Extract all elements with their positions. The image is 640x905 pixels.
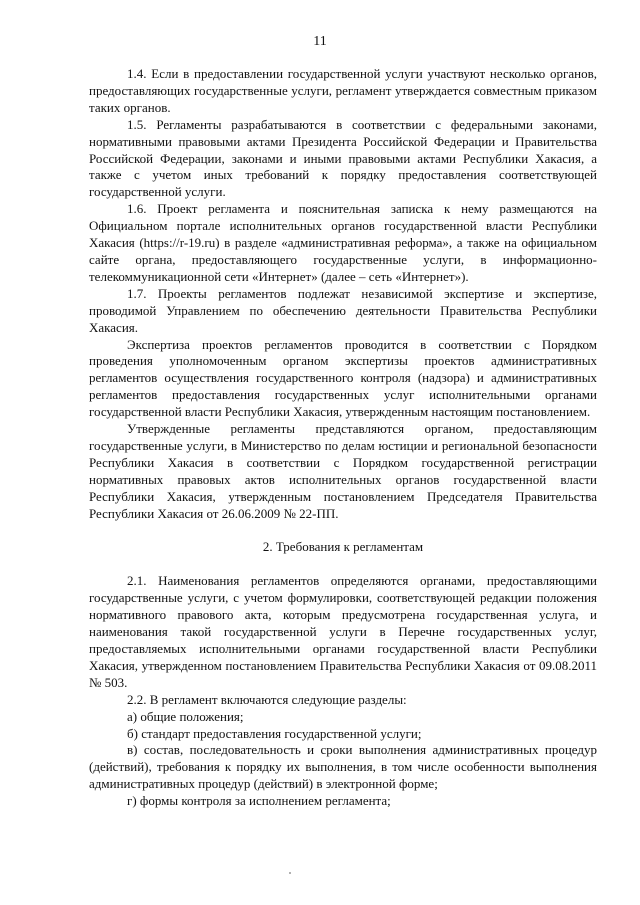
list-item-b: б) стандарт предоставления государственной услуги; (127, 725, 422, 741)
list-item-a: а) общие положения; (127, 708, 244, 724)
paragraph-approved-regulations: Утвержденные регламенты представляются органом, предоставляющим государственные услуги, в Министерство по делам юстиции и региональной безопасности Республики Хакасия в соответствии с Порядком государственной регистрации нормативных правовых актов исполнительных органов государственной власти Республики Хакасия, утвержденным постановлением Председателя Правительства Республики Хакасия от 26.06.2009 № 22-ПП. (89, 421, 597, 521)
section-2-title: 2. Требования к регламентам (262, 539, 424, 555)
paragraph-2-2: 2.2. В регламент включаются следующие разделы: (127, 691, 407, 707)
paragraph-1-5: 1.5. Регламенты разрабатываются в соответствии с федеральными законами, нормативными правовыми актами Президента Российской Федерации и Правительства Российской Федерации, законами и иными правовыми актами Республики Хакасия, а также с учетом иных требований к порядку предоставления соответствующей государственной услуги. (89, 116, 597, 200)
document-body (89, 66, 597, 810)
paragraph-2-1: 2.1. Наименования регламентов определяются органами, предоставляющими государственные услуги, с учетом формулировки, соответствующей редакции положения нормативного правового акта, которым предусмотрена государственная услуга, и наименования такой государственной услуги в Перечне государственных услуг, предоставляемых исполнительными органами государственной власти Республики Хакасия, утвержденном постановлением Правительства Республики Хакасия от 09.08.2011 № 503. (89, 573, 597, 690)
list-item-g: г) формы контроля за исполнением регламента; (127, 793, 391, 809)
paragraph-1-6: 1.6. Проект регламента и пояснительная записка к нему размещаются на Официальном портале исполнительных органов государственной власти Республики Хакасия (https://r-19.ru) в разделе «административная реформа», а также на официальном сайте органа, предоставляющего государственные услуги, в информационно-телекоммуникационной сети «Интернет» (далее – сеть «Интернет»). (89, 201, 597, 284)
paragraph-expertise: Экспертиза проектов регламентов проводится в соответствии с Порядком проведения уполномоченным органом экспертизы проектов административных регламентов осуществления государственного контроля (надзора) и административных регламентов предоставления государственных услуг исполнительными органами государственной власти Республики Хакасия, утвержденным настоящим постановлением. (89, 336, 597, 420)
page-number: 11 (313, 34, 327, 49)
paragraph-1-7: 1.7. Проекты регламентов подлежат независимой экспертизе и экспертизе, проводимой Управлением по обеспечению деятельности Правительства Республики Хакасия. (89, 285, 597, 335)
paragraph-1-4: 1.4. Если в предоставлении государственной услуги участвуют несколько органов, предоставляющих государственные услуги, регламент утверждается совместным приказом таких органов. (89, 66, 597, 115)
list-item-v: в) состав, последовательность и сроки выполнения административных процедур (действий), требования к порядку их выполнения, в том числе особенности выполнения административных процедур (действий) в электронной форме; (89, 742, 597, 792)
scan-speck (289, 872, 291, 874)
